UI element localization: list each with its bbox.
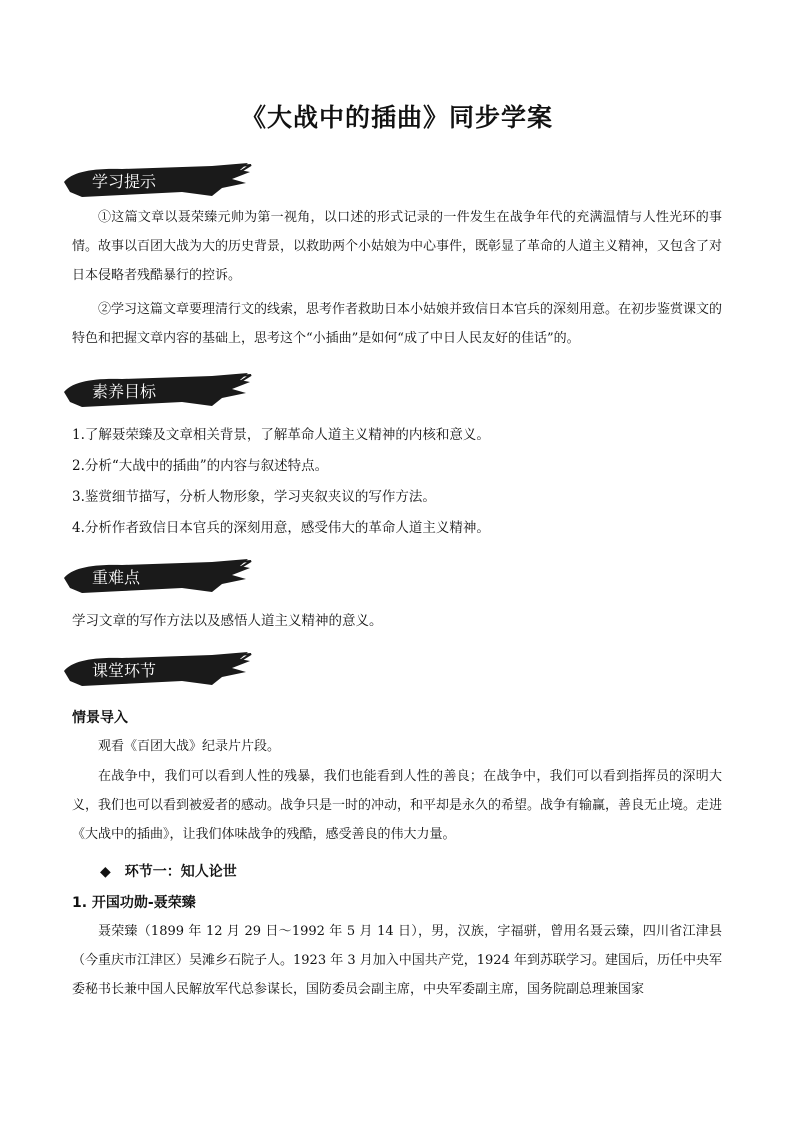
tips-paragraph-2: ②学习这篇文章要理清行文的线索，思考作者救助日本小姑娘并致信日本官兵的深刻用意。在初步鉴赏课文的特色和把握文章内容的基础上，思考这个“小插曲”是如何“成了中日人民友好的佳话”的。 (72, 302, 723, 346)
step-heading (100, 861, 237, 881)
brush-stroke-icon (62, 558, 252, 596)
section-banner-goals (62, 372, 252, 410)
brush-stroke-icon (62, 651, 252, 689)
intro-heading: 情景导入 (72, 710, 128, 726)
diamond-bullet-icon: ◆ (100, 864, 111, 880)
tips-paragraph-1: ①这篇文章以聂荣臻元帅为第一视角，以口述的形式记录的一件发生在战争年代的充满温情与人性光环的事情。故事以百团大战为大的历史背景，以救助两个小姑娘为中心事件，既彰显了革命的人道主义精神，又包含了对日本侵略者残酷暴行的控诉。 (72, 210, 723, 283)
key-text: 学习文章的写作方法以及感悟人道主义精神的意义。 (72, 613, 383, 629)
bio-paragraph: 聂荣臻（1899 年 12 月 29 日～1992 年 5 月 14 日），男，汉族，字福骈，曾用名聂云臻，四川省江津县（今重庆市江津区）吴滩乡石院子人。1923 年 3 月加入中国共产党，1924 年到苏联学习。建国后，历任中央军委秘书长兼中国人民解放军代总参谋长，国防委员会副主席，中央军委副主席，国务院副总理兼国家 (72, 924, 722, 997)
goal-item: 1.了解聂荣臻及文章相关背景，了解革命人道主义精神的内核和意义。 (72, 427, 490, 443)
page-title: 《大战中的插曲》同步学案 (240, 103, 553, 132)
goal-item: 4.分析作者致信日本官兵的深刻用意，感受伟大的革命人道主义精神。 (72, 520, 490, 536)
section-banner-class (62, 651, 252, 689)
section-label: 素养目标 (92, 382, 157, 401)
brush-stroke-icon (62, 162, 252, 200)
section-label: 学习提示 (92, 172, 157, 191)
section-banner-tips (62, 162, 252, 200)
section-label: 重难点 (92, 568, 141, 587)
intro-paragraph-2: 在战争中，我们可以看到人性的残暴，我们也能看到人性的善良；在战争中，我们可以看到指挥员的深明大义，我们也可以看到被爱者的感动。战争只是一时的冲动，和平却是永久的希望。战争有输赢，善良无止境。走进《大战中的插曲》，让我们体味战争的残酷，感受善良的伟大力量。 (72, 769, 723, 842)
intro-paragraph-1: 观看《百团大战》纪录片片段。 (98, 739, 281, 754)
brush-stroke-icon (62, 372, 252, 410)
section-label: 课堂环节 (92, 661, 157, 680)
step-label: 环节一：知人论世 (124, 864, 237, 880)
bio-heading: 1. 开国功勋-聂荣臻 (72, 895, 196, 911)
goal-item: 2.分析“大战中的插曲”的内容与叙述特点。 (72, 458, 329, 474)
goal-item: 3.鉴赏细节描写，分析人物形象，学习夹叙夹议的写作方法。 (72, 489, 436, 505)
section-banner-key (62, 558, 252, 596)
